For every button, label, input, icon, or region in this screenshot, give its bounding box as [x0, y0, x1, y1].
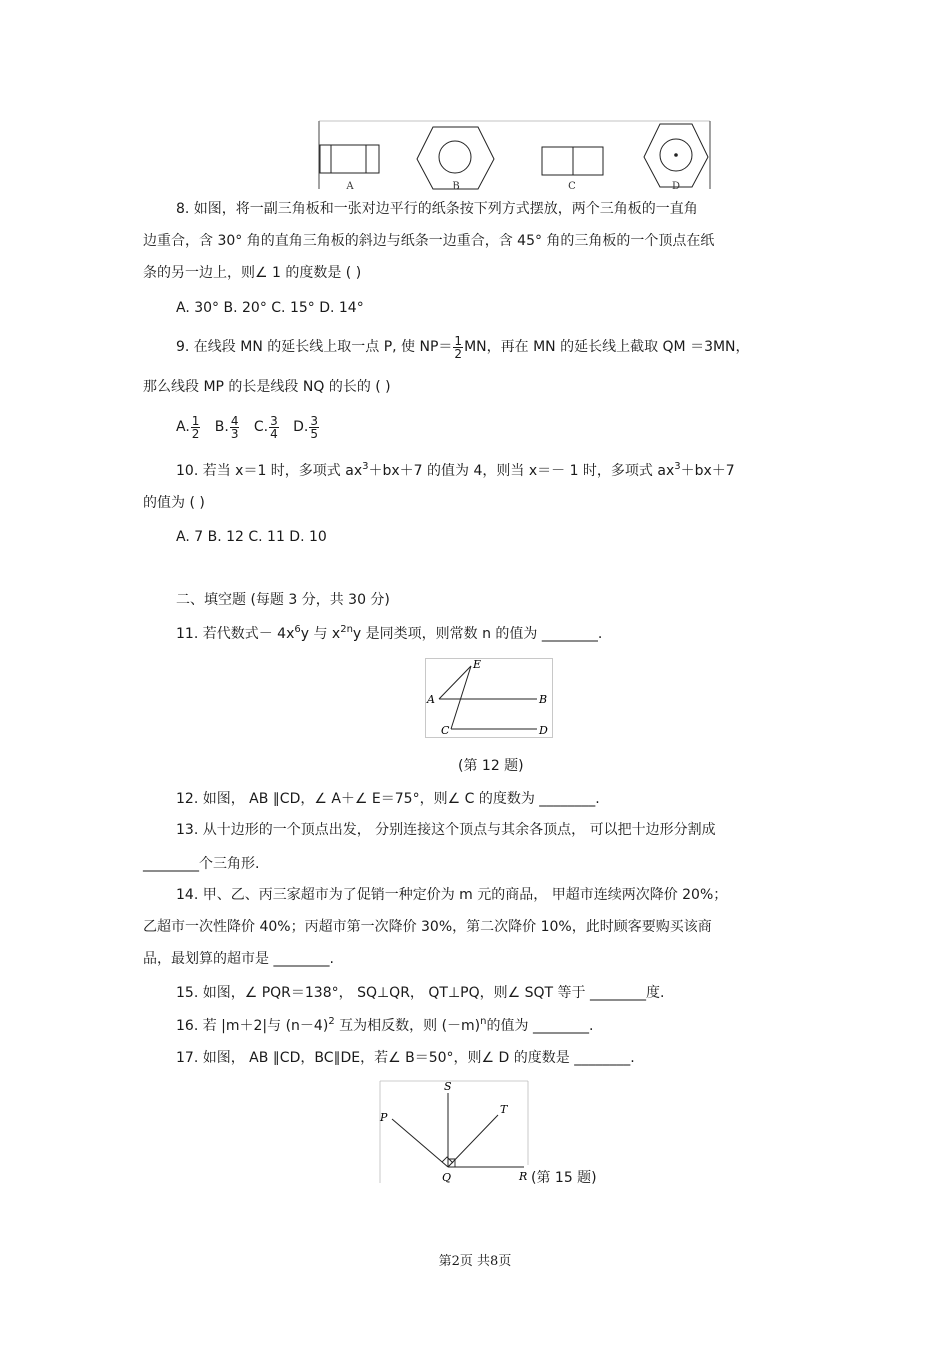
- fig15-caption: (第 15 题): [531, 1170, 597, 1186]
- fig12-label-e: E: [473, 658, 482, 671]
- option-c-shape: [542, 147, 603, 175]
- q10-options: A. 7 B. 12 C. 11 D. 10: [176, 529, 327, 545]
- option-a-shape: [320, 145, 379, 173]
- q17: 17. 如图， AB ∥CD，BC∥DE，若∠ B＝50°，则∠ D 的度数是 ________.: [176, 1050, 635, 1066]
- fig15-label-s: S: [444, 1080, 452, 1093]
- q8-options: A. 30° B. 20° C. 15° D. 14°: [176, 300, 364, 316]
- q9-line1: [176, 332, 750, 362]
- q9-options: [176, 410, 320, 444]
- q10-line2: 的值为 ( ): [143, 495, 205, 511]
- fig12-label-a: A: [427, 693, 435, 706]
- figure-15: [378, 1079, 530, 1185]
- q15: 15. 如图，∠ PQR＝138°， SQ⊥QR， QT⊥PQ，则∠ SQT 等于 ________度.: [176, 985, 665, 1001]
- option-d-shape: [644, 124, 708, 187]
- option-c-label: C: [568, 181, 576, 191]
- q9-pre: 9. 在线段 MN 的延长线上取一点 P, 使 NP＝: [176, 339, 453, 355]
- option-b-label: B: [452, 181, 460, 191]
- q14-line2: 乙超市一次性降价 40%；丙超市第一次降价 30%，第二次降价 10%，此时顾客要购买该商: [143, 919, 712, 935]
- q9-line2: 那么线段 MP 的长是线段 NQ 的长的 ( ): [143, 379, 391, 395]
- q9-post: MN，再在 MN 的延长线上截取 QM ＝3MN，: [464, 339, 750, 355]
- q12: 12. 如图， AB ∥CD，∠ A＋∠ E＝75°，则∠ C 的度数为 ________.: [176, 791, 600, 807]
- q8-line2: 边重合，含 30° 角的直角三角板的斜边与纸条一边重合，含 45° 角的三角板的一个顶点在纸: [143, 233, 715, 249]
- q14-line1: 14. 甲、乙、丙三家超市为了促销一种定价为 m 元的商品， 甲超市连续两次降价 20%；: [176, 887, 728, 903]
- q9-fraction: $\frac{1}{2}$: [454, 333, 463, 361]
- q11: 11. 若代数式－ $4x^6y$ 与 $x^{2n}y$ 是同类项，则常数 n 的值为 ________.: [176, 624, 603, 642]
- fig12-caption: (第 12 题): [458, 758, 524, 774]
- q8-line3: 条的另一边上，则∠ 1 的度数是 ( ): [143, 265, 362, 281]
- option-d-label: D: [671, 181, 681, 191]
- q9-option-c: C. $\frac{3}{4}$: [253, 413, 278, 441]
- fig15-label-q: Q: [442, 1171, 452, 1184]
- fig12-label-b: B: [539, 693, 548, 706]
- q14-line3: 品，最划算的超市是 ________.: [143, 951, 334, 967]
- fig15-label-p: P: [380, 1111, 388, 1124]
- q8-line1: 8. 如图，将一副三角板和一张对边平行的纸条按下列方式摆放，两个三角板的一直角: [176, 201, 698, 217]
- q9-option-d: D. $\frac{3}{5}$: [293, 413, 318, 441]
- q9-option-a: A. $\frac{1}{2}$: [176, 413, 200, 441]
- fig12-label-c: C: [441, 724, 450, 737]
- option-b-shape: [417, 127, 494, 189]
- q9-option-b: B. $\frac{4}{3}$: [214, 413, 239, 441]
- fig15-label-r: R: [519, 1170, 528, 1183]
- q13-line2: ________个三角形.: [143, 856, 260, 872]
- q13-line1: 13. 从十边形的一个顶点出发， 分别连接这个顶点与其余各顶点， 可以把十边形分割成: [176, 822, 716, 838]
- q10-line1: 10. 若当 x＝1 时，多项式 $ax^3+bx+7$ 的值为 4，则当 x＝－ 1 时，多项式 $ax^3+bx+7$: [176, 461, 735, 479]
- fig15-label-t: T: [500, 1103, 508, 1116]
- figure-12: [425, 658, 553, 738]
- option-a-label: A: [346, 181, 354, 191]
- page-footer: 第2页 共8页: [438, 1254, 512, 1269]
- section-2-heading: 二、填空题 (每题 3 分，共 30 分): [176, 592, 390, 608]
- fig12-label-d: D: [539, 724, 548, 737]
- top-options-figure: [318, 119, 712, 191]
- q16: 16. 若 |m＋2|与 $(n-4)^2$ 互为相反数，则 $(-m)^n$的值为 ________.: [176, 1016, 594, 1034]
